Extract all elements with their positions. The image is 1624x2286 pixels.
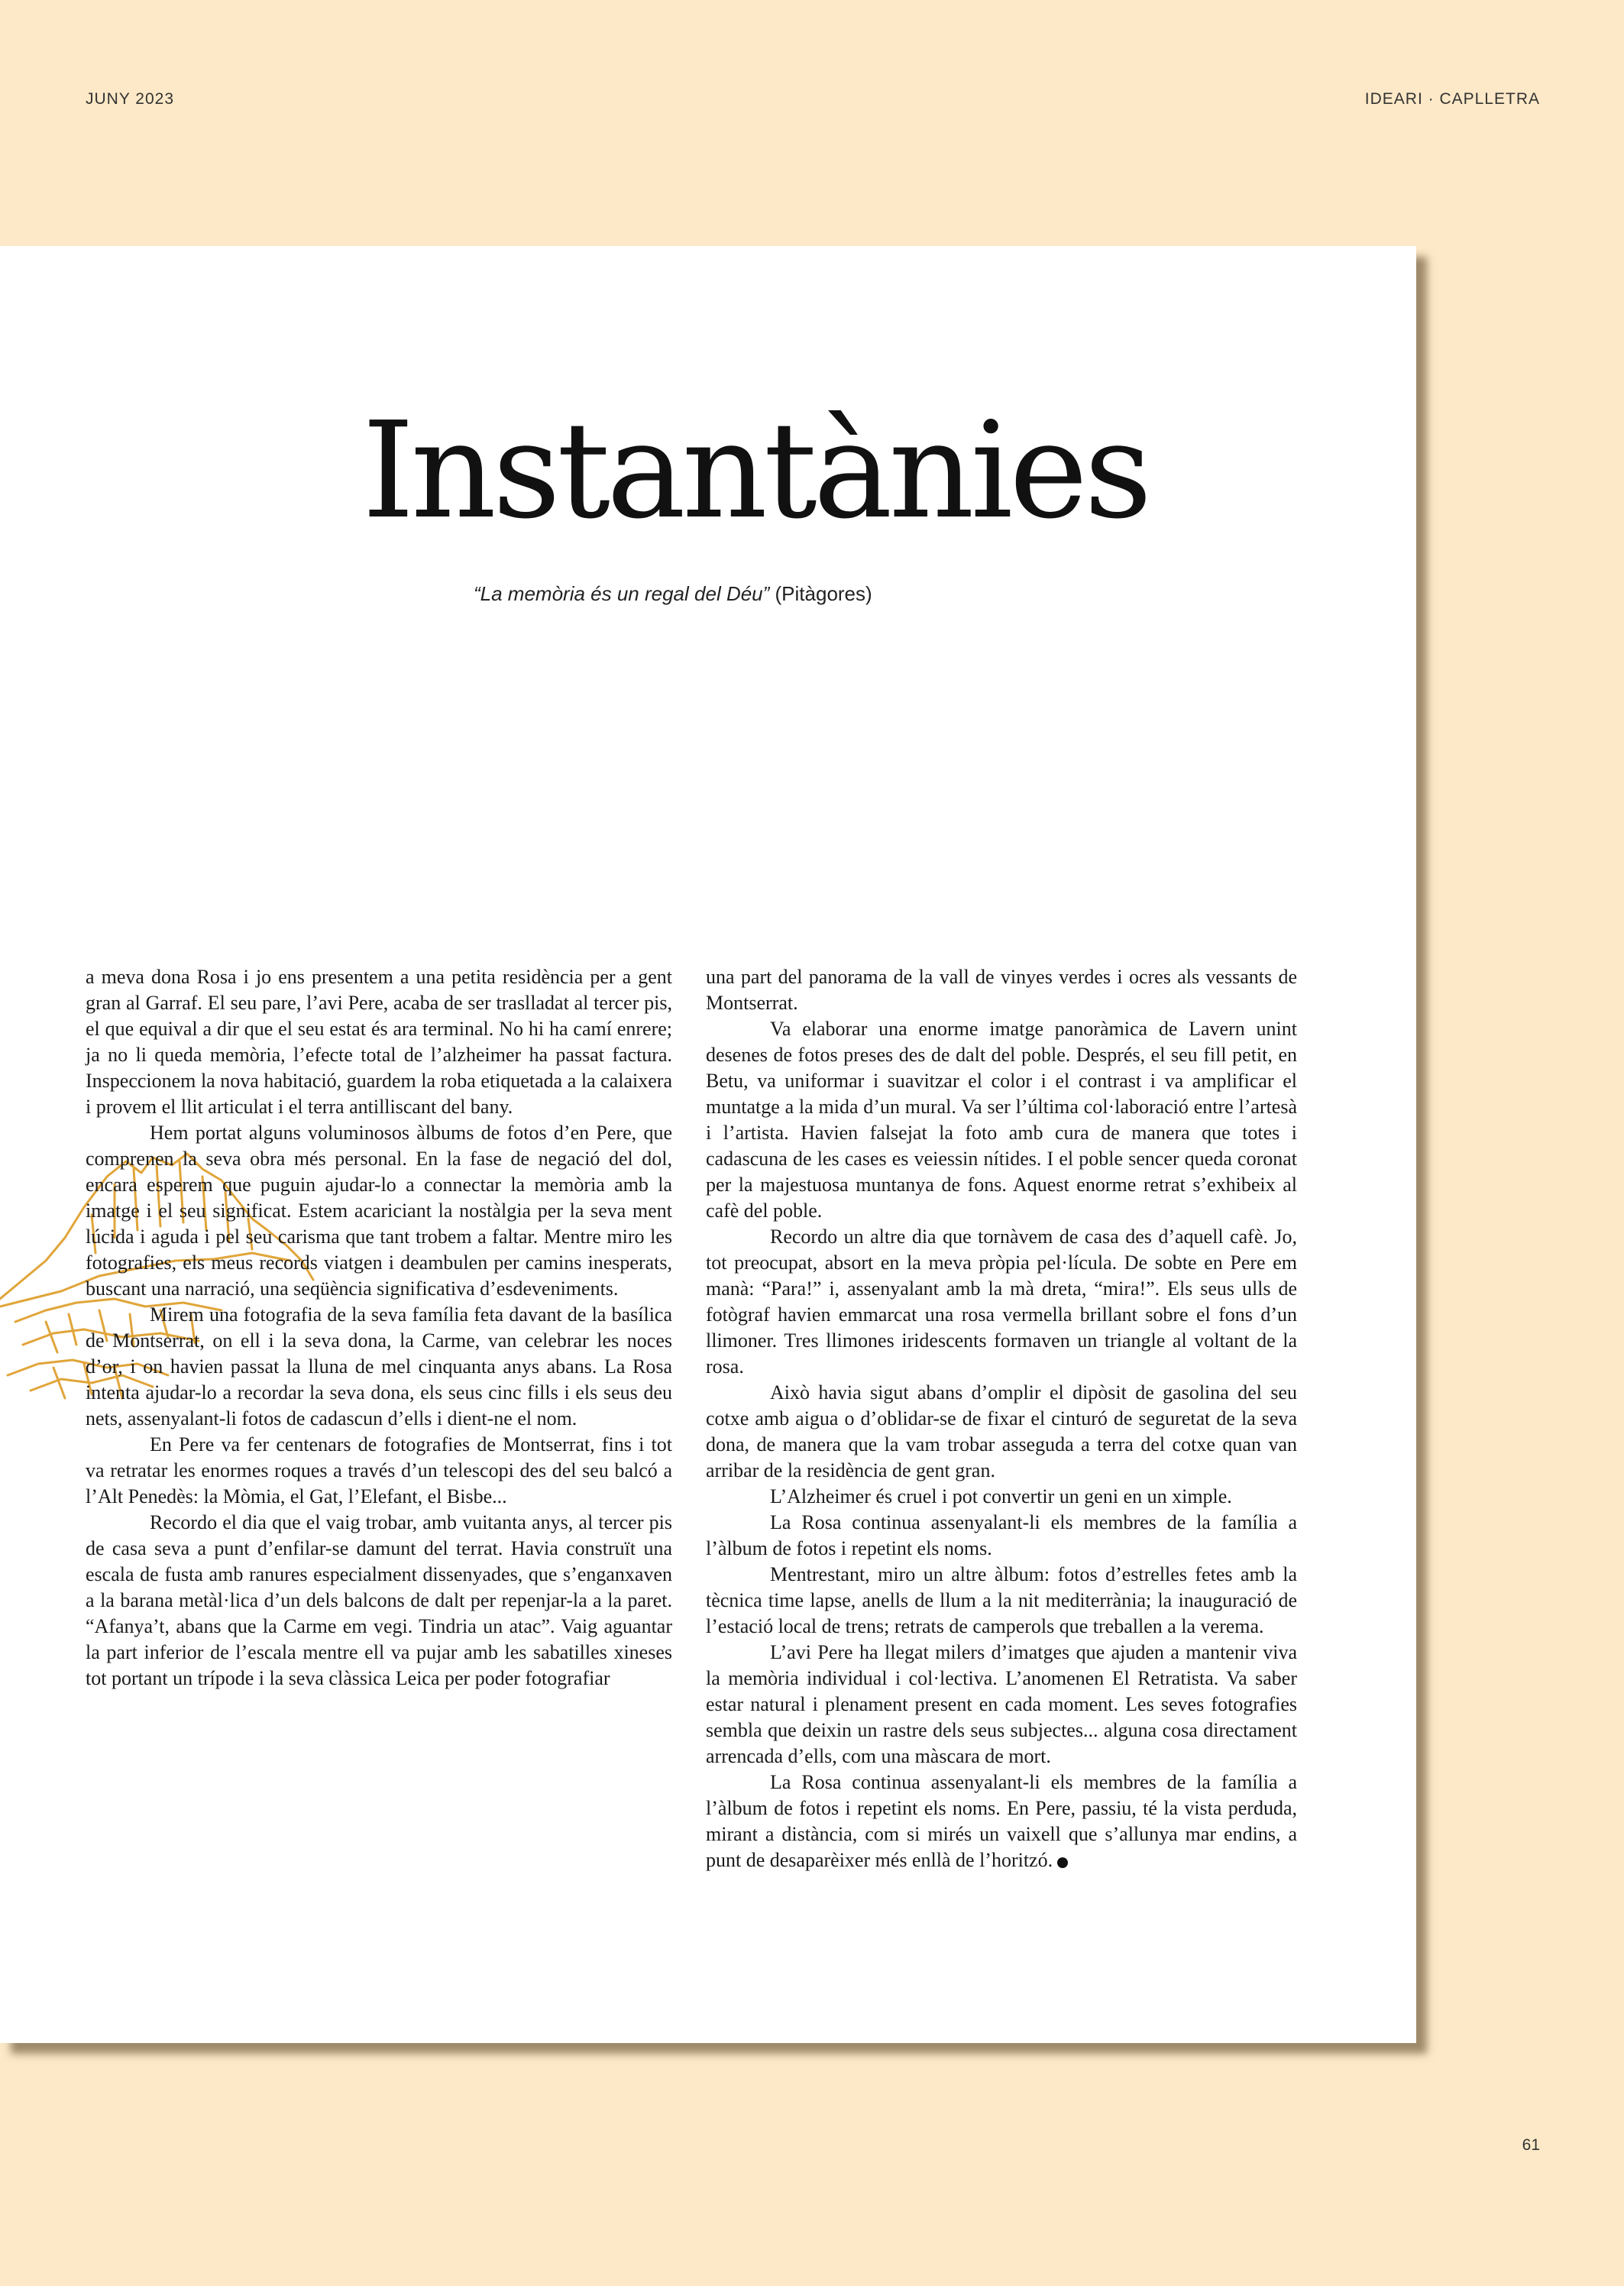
paragraph-last — [706, 1770, 1297, 1873]
issue-date: JUNY 2023 — [86, 90, 175, 108]
article-column-left — [86, 964, 672, 1692]
epigraph-author: (Pitàgores) — [769, 582, 872, 605]
article-title: Instantànies — [362, 393, 1149, 549]
paragraph: Hem portat alguns voluminosos àlbums de fotos d’en Pere, que comprenen la seva obra més personal. En la fase de negació del dol, encara esperem que puguin ajudar-lo a connectar la memòria amb la imatge i el seu significat. Estem acariciant la nostàlgia per la seva ment lúcida i aguda i pel seu carisma que tant trobem a faltar. Mentre miro les fotografies, els meus records viatgen i deambulen per camins inesperats, buscant una narració, una seqüència significativa d’esdeveniments. — [86, 1122, 672, 1300]
paragraph: Això havia sigut abans d’omplir el dipòsit de gasolina del seu cotxe amb aigua o d’oblidar-se de fixar el cinturó de seguretat de la seva dona, de manera que la vam trobar asseguda a terra del cotxe quan van arribar de la residència de gent gran. — [706, 1381, 1297, 1481]
paragraph: L’avi Pere ha llegat milers d’imatges que ajuden a mantenir viva la memòria individual i col·lectiva. L’anomenen El Retratista. Va saber estar natural i plenament present en cada moment. Les seves fotografies sembla que deixin un rastre dels seus subjectes... alguna cosa directament arrencada d’ells, com una màscara de mort. — [706, 1641, 1297, 1767]
paragraph: Mentrestant, miro un altre àlbum: fotos d’estrelles fetes amb la tècnica time lapse, anells de llum a la nit mediterrània; la inauguració de l’estació local de trens; retrats de camperols que treballen a la verema. — [706, 1563, 1297, 1637]
paragraph: a meva dona Rosa i jo ens presentem a una petita residència per a gent gran al Garraf. El seu pare, l’avi Pere, acaba de ser traslladat al tercer pis, el que equival a dir que el seu estat és ara terminal. No hi ha camí enrere; ja no li queda memòria, l’efecte total de l’alzheimer ha passat factura. Inspeccionem la nova habitació, guardem la roba etiquetada a la calaixera i provem el llit articulat i el terra antilliscant del bany. — [86, 966, 672, 1118]
paragraph: Mirem una fotografia de la seva família feta davant de la basílica de Montserrat, on ell i la seva dona, la Carme, van celebrar les noces d’or, i on havien passat la lluna de mel cinquanta anys abans. La Rosa intenta ajudar-lo a recordar la seva dona, els seus cinc fills i els seus deu nets, assenyalant-li fotos de cadascun d’ells i dient-ne el nom. — [86, 1303, 672, 1430]
paragraph: Va elaborar una enorme imatge panoràmica de Lavern unint desenes de fotos preses des de dalt del poble. Després, el seu fill petit, en Betu, va uniformar i suavitzar el color i el contrast i va amplificar el muntatge a la mida d’un mural. Va ser l’última col·laboració entre l’artesà i l’artista. Havien falsejat la foto amb cura de manera que totes i cadascuna de les cases es veiessin nítides. I el poble sencer queda coronat per la majestuosa muntanya de fons. Aquest enorme retrat s’exhibeix al cafè del poble. — [706, 1018, 1297, 1222]
paragraph: Recordo un altre dia que tornàvem de casa des d’aquell cafè. Jo, tot preocupat, absort en la meva pròpia pel·lícula. De sobte en Pere em manà: “Para!” i, assenyalant amb la mà dreta, “mira!”. Els seus ulls de fotògraf havien emmarcat una rosa vermella brillant sobre el fons d’un llimoner. Tres llimones iridescents formaven un triangle al voltant de la rosa. — [706, 1226, 1297, 1378]
page-number: 61 — [1522, 2136, 1540, 2154]
epigraph — [474, 582, 872, 606]
section-label: IDEARI · CAPLLETRA — [1364, 90, 1540, 108]
paragraph: L’Alzheimer és cruel i pot convertir un geni en un ximple. — [770, 1485, 1232, 1507]
paragraph: una part del panorama de la vall de vinyes verdes i ocres als vessants de Montserrat. — [706, 966, 1297, 1014]
article-column-right — [706, 964, 1297, 1873]
paragraph: Recordo el dia que el vaig trobar, amb vuitanta anys, al tercer pis de casa seva a punt d’enfilar-se damunt del terrat. Havia construït una escala de fusta amb ranures especialment dissenyades, que s’enganxaven a la barana metàl·lica d’un dels balcons de dalt per repenjar-la a la paret. “Afanya’t, abans que la Carme em vegi. Tindria un atac”. Vaig aguantar la part inferior de l’escala mentre ell va pujar amb les sabatilles xineses tot portant un trípode i la seva clàssica Leica per poder fotografiar — [86, 1511, 672, 1689]
paragraph: En Pere va fer centenars de fotografies de Montserrat, fins i tot va retratar les enormes roques a través d’un telescopi des del seu balcó a l’Alt Penedès: la Mòmia, el Gat, l’Elefant, el Bisbe... — [86, 1433, 672, 1507]
epigraph-quote: “La memòria és un regal del Déu” — [474, 582, 770, 605]
paragraph: La Rosa continua assenyalant-li els membres de la família a l’àlbum de fotos i repetint els noms. — [706, 1511, 1297, 1559]
end-mark-dot — [1057, 1857, 1068, 1868]
paragraph-last-text: La Rosa continua assenyalant-li els membres de la família a l’àlbum de fotos i repetint els noms. En Pere, passiu, té la vista perduda, mirant a distància, com si mirés un vaixell que s’allunya mar endins, a punt de desaparèixer més enllà de l’horitzó. — [706, 1771, 1297, 1871]
